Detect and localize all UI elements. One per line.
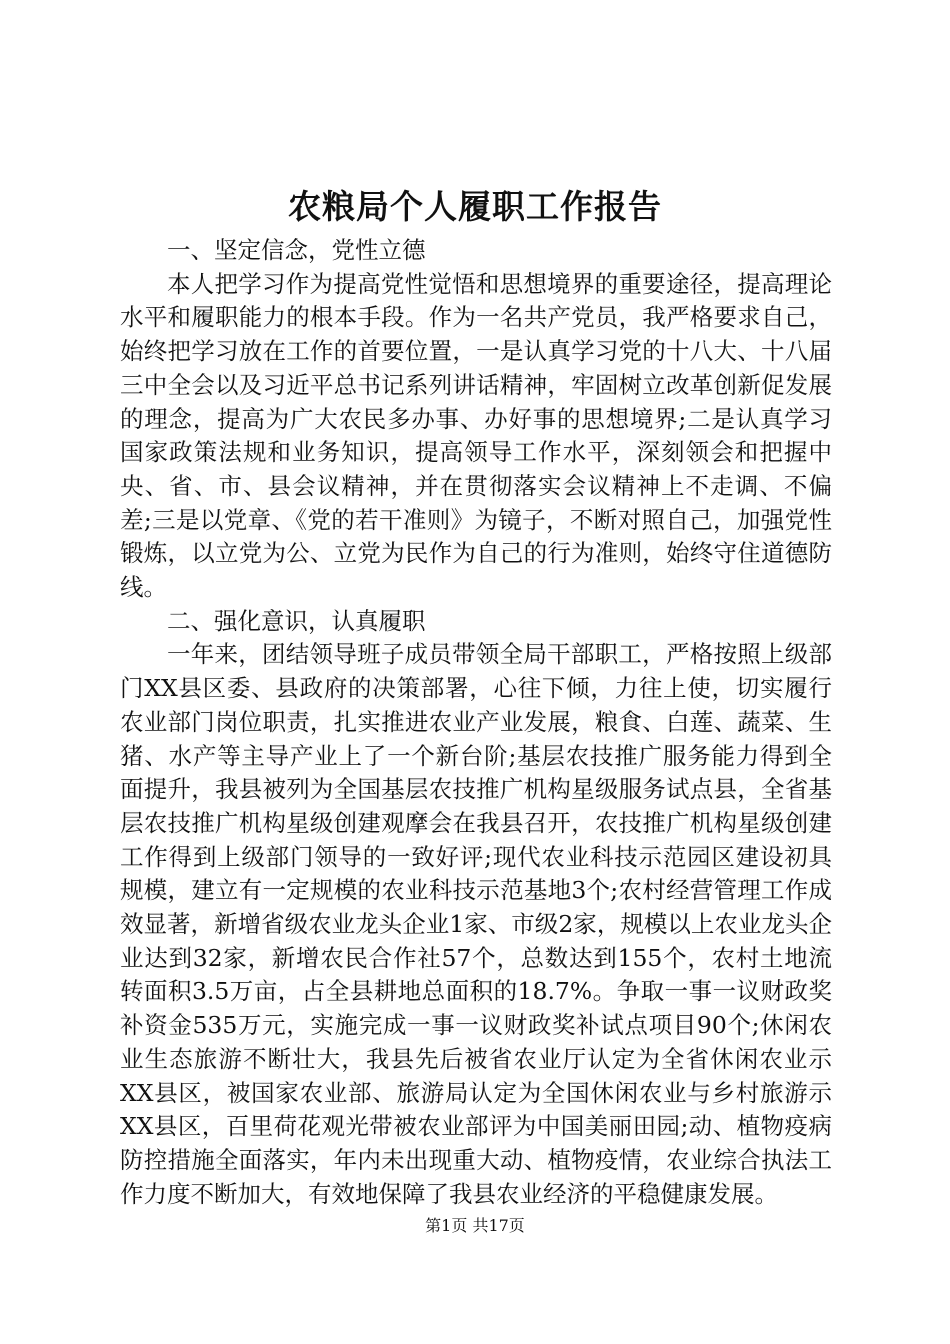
- section-heading-2: 二、强化意识，认真履职: [167, 606, 426, 635]
- paragraph-2: 一年来，团结领导班子成员带领全局干部职工，严格按照上级部门XX县区委、县政府的决策部署，心往下倾，力往上使，切实履行农业部门岗位职责，扎实推进农业产业发展，粮食、白莲、蔬菜、生猪、水产等主导产业上了一个新台阶;基层农技推广服务能力得到全面提升，我县被列为全国基层农技推广机构星级服务试点县，全省基层农技推广机构星级创建观摩会在我县召开，农技推广机构星级创建工作得到上级部门领导的一致好评;现代农业科技示范园区建设初具规模，建立有一定规模的农业科技示范基地3个;农村经营管理工作成效显著，新增省级农业龙头企业1家、市级2家，规模以上农业龙头企业达到32家，新增农民合作社57个，总数达到155个，农村土地流转面积3.5万亩，占全县耕地总面积的18.7%。争取一事一议财政奖补资金535万元，实施完成一事一议财政奖补试点项目90个;休闲农业生态旅游不断壮大，我县先后被省农业厅认定为全省休闲农业示XX县区，被国家农业部、旅游局认定为全国休闲农业与乡村旅游示XX县区，百里荷花观光带被农业部评为中国美丽田园;动、植物疫病防控措施全面落实，年内未出现重大动、植物疫情，农业综合执法工作力度不断加大，有效地保障了我县农业经济的平稳健康发展。: [120, 640, 832, 1208]
- paragraph-1: 本人把学习作为提高党性觉悟和思想境界的重要途径，提高理论水平和履职能力的根本手段。作为一名共产党员，我严格要求自己，始终把学习放在工作的首要位置，一是认真学习党的十八大、十八届三中全会以及习近平总书记系列讲话精神，牢固树立改革创新促发展的理念，提高为广大农民多办事、办好事的思想境界;二是认真学习国家政策法规和业务知识，提高领导工作水平，深刻领会和把握中央、省、市、县会议精神，并在贯彻落实会议精神上不走调、不偏差;三是以党章、《党的若干准则》为镜子，不断对照自己，加强党性锻炼，以立党为公、立党为民作为自己的行为准则，始终守住道德防线。: [120, 269, 832, 602]
- section-heading-1: 一、坚定信念，党性立德: [167, 236, 426, 264]
- document-title: 农粮局个人履职工作报告: [288, 187, 662, 226]
- page-footer: 第1页 共17页: [425, 1216, 525, 1235]
- document-body: [120, 234, 832, 1211]
